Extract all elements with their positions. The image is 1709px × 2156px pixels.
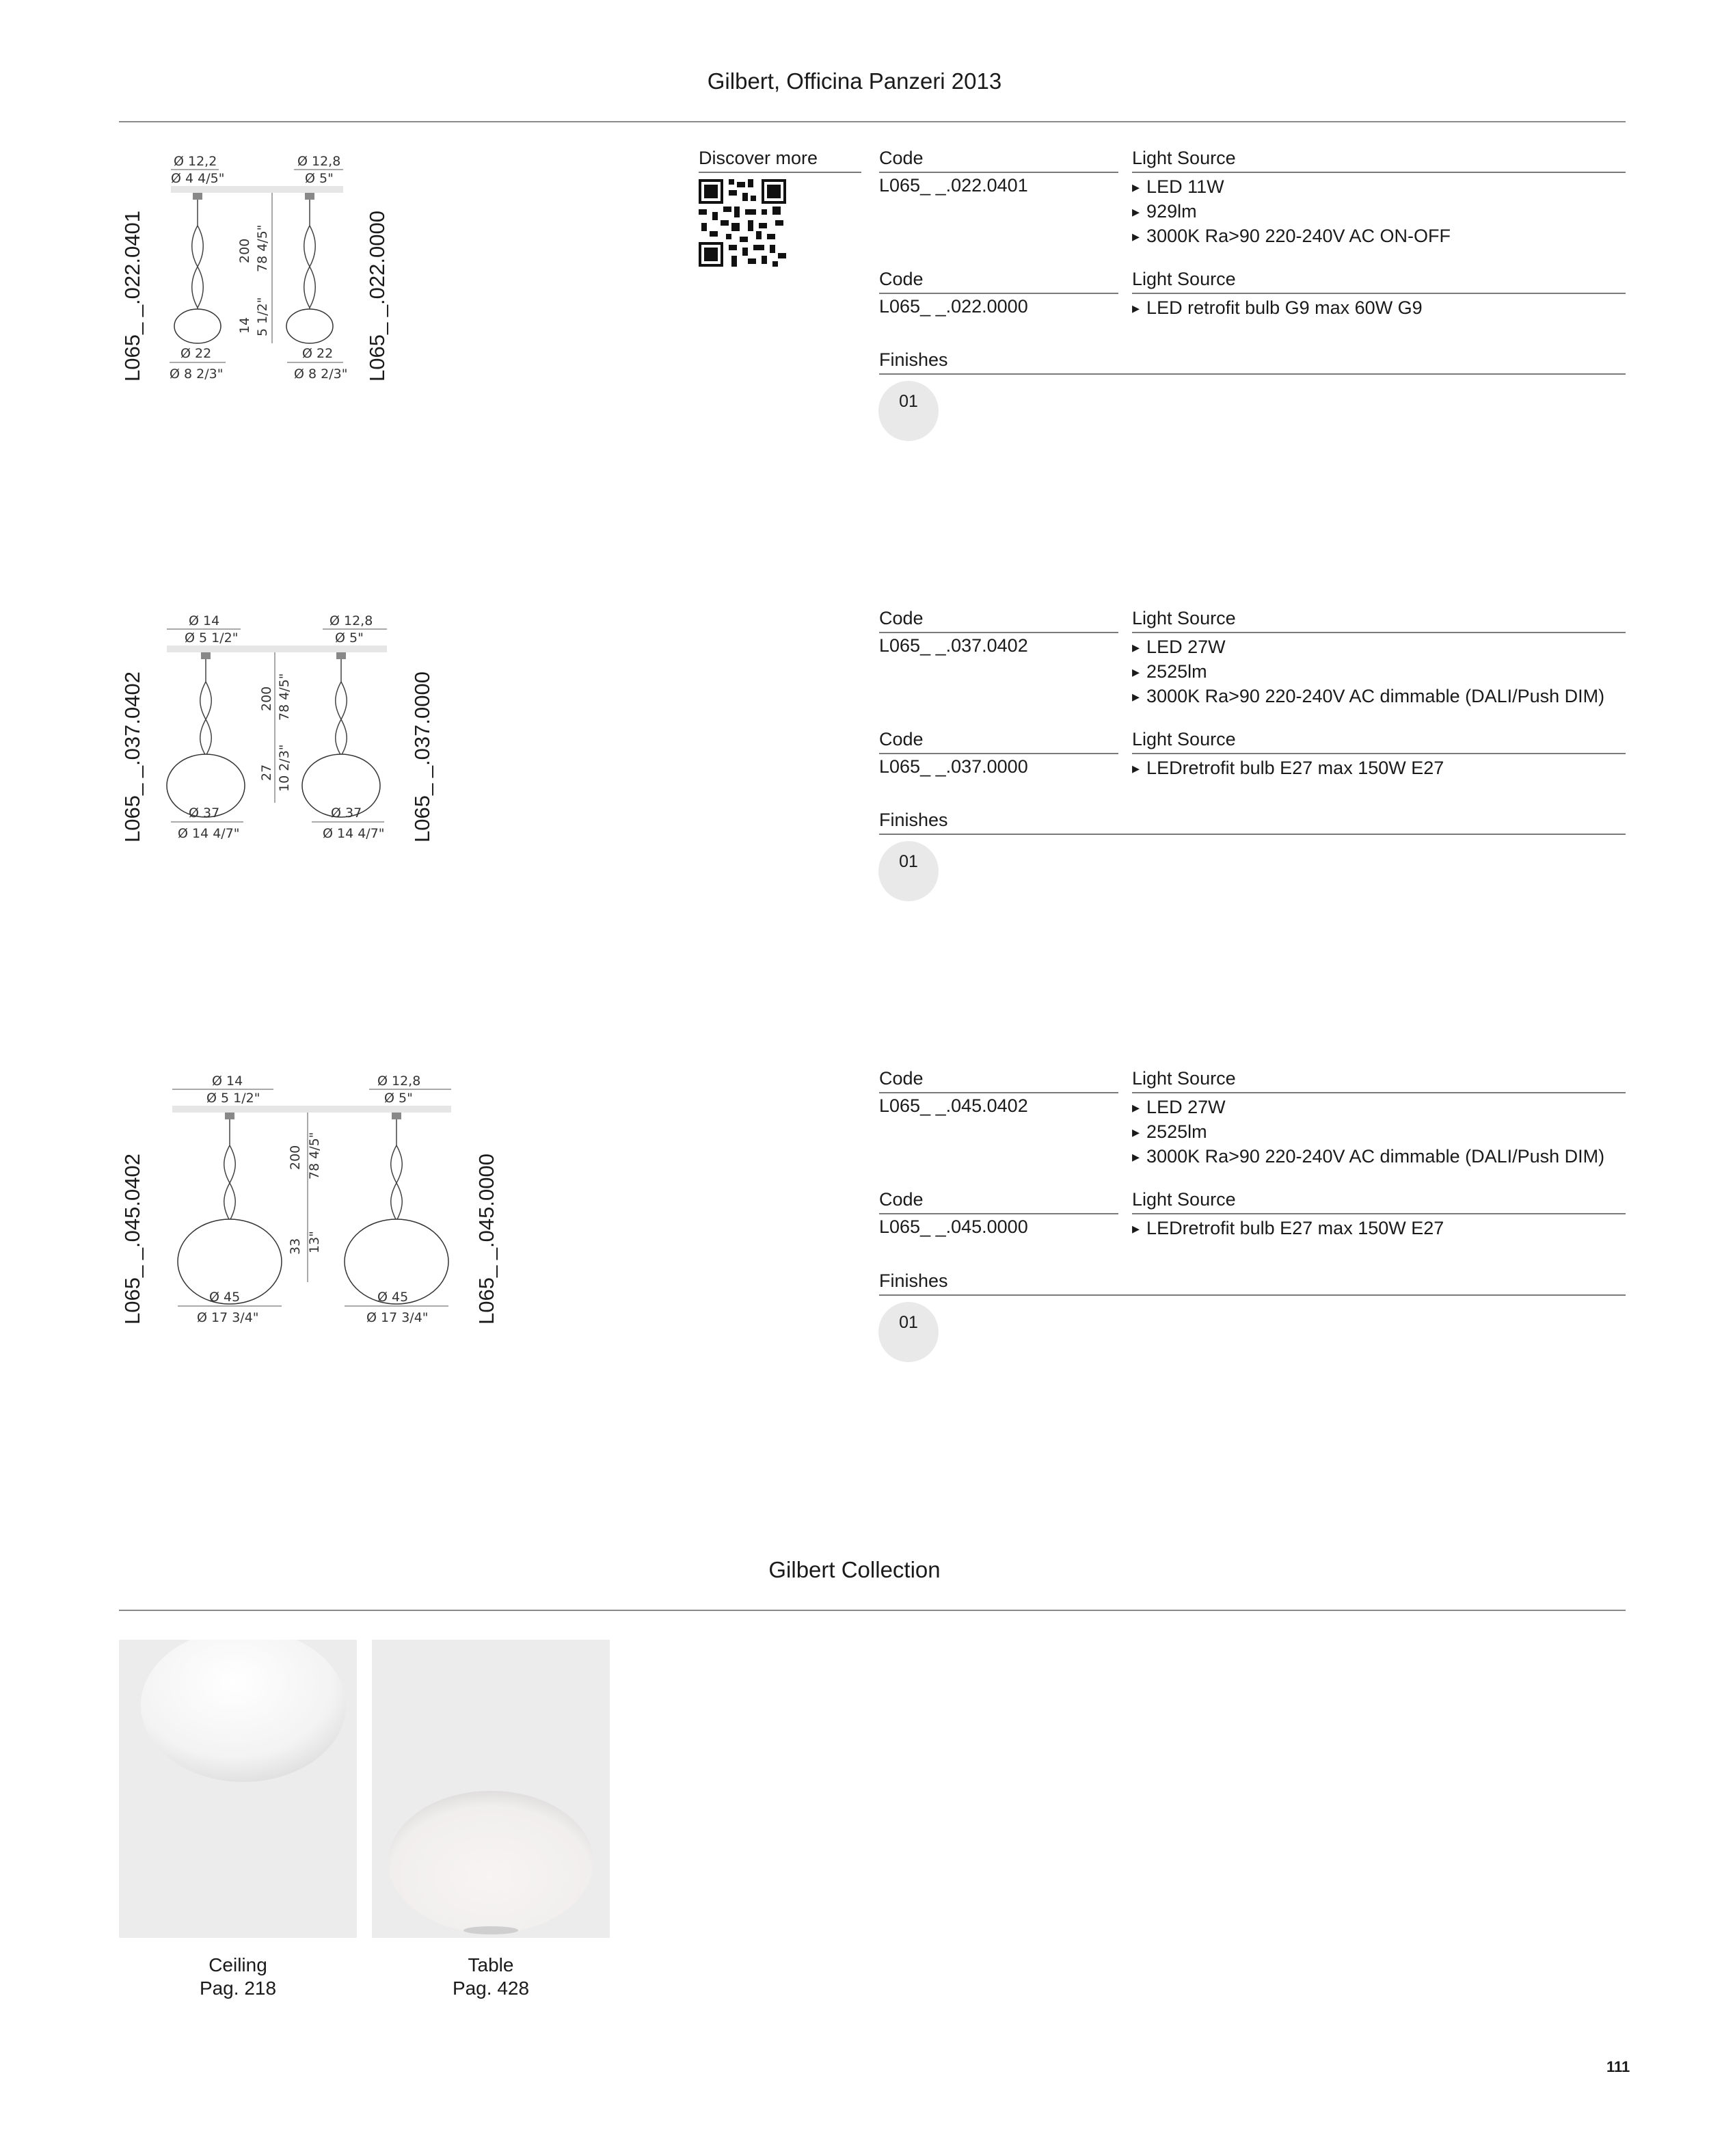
light-source-header: Light Source [1132, 269, 1236, 289]
dim-drop: 27 [259, 764, 274, 781]
ceiling-page: Pag. 218 [199, 1978, 277, 1999]
light-source-item: ▸ LED retrofit bulb G9 max 60W G9 [1132, 296, 1423, 321]
light-source-item: ▸ 929lm [1132, 200, 1451, 224]
dim-cable-in: 78 4/5" [277, 673, 292, 721]
dim-diam-left: Ø 37 [189, 806, 220, 821]
table-name: Table [468, 1954, 514, 1975]
light-source-item: ▸ LEDretrofit bulb E27 max 150W E27 [1132, 756, 1444, 781]
rotated-code-right: L065_ _.037.0000 [410, 671, 434, 842]
variant-code: L065_ _.037.0402 [879, 635, 1028, 656]
rotated-code-left: L065_ _.045.0402 [120, 1154, 144, 1325]
light-source-list [1132, 756, 1444, 781]
dim-diam-in-left: Ø 8 2/3" [170, 367, 224, 382]
code-header: Code [879, 729, 924, 749]
dim-cable: 200 [259, 686, 274, 711]
dim-diam-in-left: Ø 14 4/7" [178, 826, 240, 841]
light-source-item: ▸ 3000K Ra>90 220-240V AC dimmable (DALI/Push DIM) [1132, 1145, 1604, 1169]
light-source-item: ▸ 3000K Ra>90 220-240V AC dimmable (DALI/Push DIM) [1132, 684, 1604, 709]
light-source-item: ▸ LED 11W [1132, 175, 1451, 200]
dim-diam-in-right: Ø 17 3/4" [366, 1310, 429, 1325]
dim-drop: 33 [288, 1238, 303, 1255]
table-lamp-image [372, 1640, 610, 1938]
variant-code: L065_ _.045.0402 [879, 1095, 1028, 1116]
title-divider [119, 121, 1626, 122]
finish-code: 01 [899, 852, 918, 871]
dim-drop-in: 13" [307, 1231, 322, 1253]
light-source-rule [1132, 293, 1626, 294]
qr-code-icon[interactable] [699, 179, 786, 267]
variant-code: L065_ _.022.0401 [879, 175, 1028, 196]
table-page: Pag. 428 [452, 1978, 530, 1999]
code-rule [879, 1213, 1118, 1214]
rotated-code-right: L065_ _.045.0000 [474, 1154, 498, 1325]
dim-canopy-a-in: Ø 5 1/2" [206, 1091, 260, 1106]
dim-cable-in: 78 4/5" [307, 1132, 322, 1180]
dim-canopy-a: Ø 12,2 [174, 154, 217, 169]
dim-canopy-a-in: Ø 4 4/5" [171, 171, 225, 186]
code-header: Code [879, 1189, 924, 1210]
dim-diam-right: Ø 45 [377, 1290, 409, 1305]
code-rule [879, 293, 1118, 294]
dim-canopy-b-in: Ø 5" [335, 630, 364, 646]
finish-code: 01 [899, 1313, 918, 1332]
light-source-header: Light Source [1132, 1189, 1236, 1210]
dim-canopy-b-in: Ø 5" [384, 1091, 413, 1106]
light-source-item: ▸ LEDretrofit bulb E27 max 150W E27 [1132, 1216, 1444, 1241]
finishes-header: Finishes [879, 349, 948, 370]
light-source-header: Light Source [1132, 1068, 1236, 1089]
code-rule [879, 632, 1118, 633]
collection-divider [119, 1610, 1626, 1611]
light-source-item: ▸ LED 27W [1132, 1095, 1604, 1120]
dim-diam-in-right: Ø 14 4/7" [323, 826, 385, 841]
dimension-drawing [150, 150, 355, 386]
table-caption[interactable] [372, 1954, 610, 2000]
dimension-drawing [164, 1070, 465, 1330]
dim-diam-left: Ø 45 [209, 1290, 241, 1305]
ceiling-name: Ceiling [208, 1954, 267, 1975]
light-source-item: ▸ 3000K Ra>90 220-240V AC ON-OFF [1132, 224, 1451, 249]
dim-cable: 200 [288, 1145, 303, 1170]
dim-canopy-a-in: Ø 5 1/2" [185, 630, 239, 646]
light-source-list [1132, 1216, 1444, 1241]
code-rule [879, 1092, 1118, 1093]
dim-drop-in: 5 1/2" [255, 297, 270, 336]
light-source-rule [1132, 172, 1626, 173]
code-header: Code [879, 608, 924, 628]
dim-drop: 14 [237, 317, 252, 334]
code-header: Code [879, 1068, 924, 1089]
finishes-header: Finishes [879, 1270, 948, 1291]
variant-code: L065_ _.022.0000 [879, 296, 1028, 317]
dimension-drawing [150, 610, 403, 846]
variant-code: L065_ _.045.0000 [879, 1216, 1028, 1237]
code-rule [879, 753, 1118, 754]
dim-drop-in: 10 2/3" [277, 744, 292, 792]
light-source-list [1132, 635, 1604, 709]
rotated-code-right: L065_ _.022.0000 [365, 211, 389, 382]
light-source-rule [1132, 632, 1626, 633]
light-source-item: ▸ 2525lm [1132, 660, 1604, 684]
finishes-rule [879, 1294, 1626, 1296]
ceiling-lamp-image [119, 1640, 357, 1938]
dim-canopy-b-in: Ø 5" [305, 171, 334, 186]
dim-diam-right: Ø 37 [331, 806, 362, 821]
dim-diam-left: Ø 22 [180, 346, 212, 361]
dim-canopy-a: Ø 14 [189, 613, 220, 628]
dim-canopy-a: Ø 14 [212, 1074, 243, 1089]
dim-canopy-b: Ø 12,8 [329, 613, 373, 628]
light-source-item: ▸ LED 27W [1132, 635, 1604, 660]
discover-more-rule [699, 172, 861, 173]
page-number: 111 [1606, 2058, 1630, 2075]
rotated-code-left: L065_ _.037.0402 [120, 671, 144, 842]
discover-more-label[interactable]: Discover more [699, 148, 818, 168]
finish-code: 01 [899, 392, 918, 411]
dim-diam-in-left: Ø 17 3/4" [197, 1310, 259, 1325]
dim-canopy-b: Ø 12,8 [297, 154, 341, 169]
light-source-rule [1132, 753, 1626, 754]
dim-diam-right: Ø 22 [302, 346, 334, 361]
light-source-header: Light Source [1132, 148, 1236, 168]
collection-title: Gilbert Collection [768, 1557, 941, 1582]
light-source-list [1132, 175, 1451, 249]
light-source-item: ▸ 2525lm [1132, 1120, 1604, 1145]
ceiling-caption[interactable] [119, 1954, 357, 2000]
light-source-rule [1132, 1092, 1626, 1093]
dim-cable-in: 78 4/5" [255, 224, 270, 272]
dim-cable: 200 [237, 238, 252, 263]
light-source-list [1132, 1095, 1604, 1169]
ceiling-thumbnail[interactable] [119, 1640, 357, 1938]
finishes-header: Finishes [879, 810, 948, 830]
light-source-header: Light Source [1132, 729, 1236, 749]
dim-diam-in-right: Ø 8 2/3" [294, 367, 348, 382]
code-header: Code [879, 148, 924, 168]
finishes-rule [879, 834, 1626, 835]
code-rule [879, 172, 1118, 173]
light-source-rule [1132, 1213, 1626, 1214]
light-source-header: Light Source [1132, 608, 1236, 628]
variant-code: L065_ _.037.0000 [879, 756, 1028, 777]
light-source-list [1132, 296, 1423, 321]
finishes-rule [879, 373, 1626, 375]
table-thumbnail[interactable] [372, 1640, 610, 1938]
dim-canopy-b: Ø 12,8 [377, 1074, 421, 1089]
rotated-code-left: L065_ _.022.0401 [120, 211, 144, 382]
code-header: Code [879, 269, 924, 289]
page-title: Gilbert, Officina Panzeri 2013 [707, 68, 1002, 94]
